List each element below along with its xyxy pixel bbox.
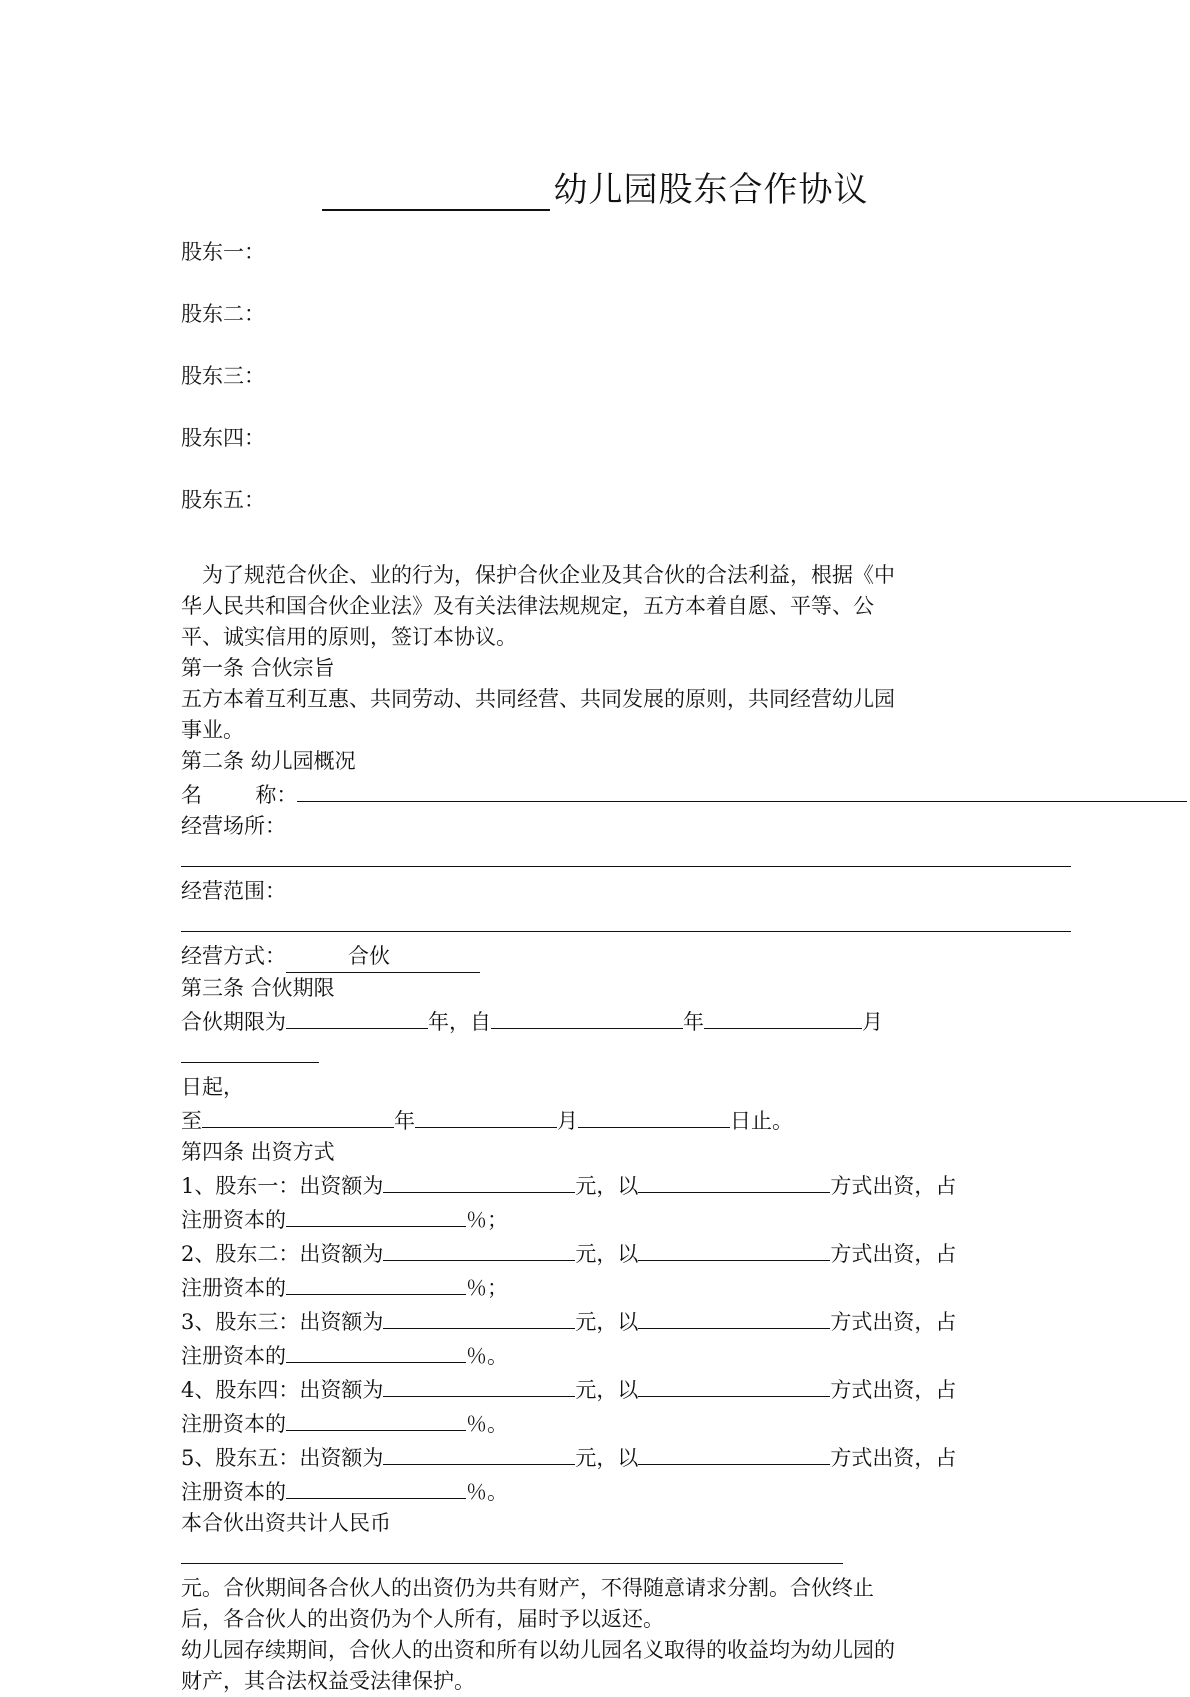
shareholder-4-label: 股东四：: [181, 426, 265, 450]
business-place-row: 经营场所：: [181, 811, 1011, 876]
business-scope-blank[interactable]: [181, 907, 1071, 932]
intro-line-2: 华人民共和国合伙企业法》及有关法律法规规定，五方本着自愿、平等、公: [181, 594, 874, 618]
end-month-blank[interactable]: [415, 1103, 557, 1128]
start-month-blank[interactable]: [704, 1004, 862, 1029]
term-start-suffix: 日起，: [181, 1075, 244, 1099]
article2-heading: 第二条 幼儿园概况: [181, 749, 356, 773]
start-day-blank[interactable]: [181, 1038, 319, 1063]
business-mode-row: 经营方式： 合伙: [181, 941, 1011, 973]
total-contribution-row: 本合伙出资共计人民币: [181, 1508, 1011, 1573]
title-text: 幼儿园股东合作协议: [553, 170, 869, 210]
method-blank-5[interactable]: [638, 1440, 830, 1465]
title-blank[interactable]: [322, 173, 550, 211]
kindergarten-name-row: 名 称：: [181, 777, 1011, 811]
share-row-5: 注册资本的 ％。: [181, 1474, 1011, 1508]
article1-line2: 事业。: [181, 718, 244, 742]
document-body: [181, 560, 1011, 1697]
term-years-blank[interactable]: [286, 1004, 428, 1029]
total-line-2: 元。合伙期间各合伙人的出资仍为共有财产，不得随意请求分割。合伙终止: [181, 1576, 874, 1600]
business-mode-value: 合伙: [286, 941, 480, 973]
intro-paragraph: 为了规范合伙企、业的行为，保护合伙企业及其合伙的合法利益，根据《中: [202, 563, 895, 587]
method-blank-1[interactable]: [638, 1168, 830, 1193]
start-year-blank[interactable]: [491, 1004, 683, 1029]
article1-line1: 五方本着互利互惠、共同劳动、共同经营、共同发展的原则，共同经营幼儿园: [181, 687, 895, 711]
method-blank-3[interactable]: [638, 1304, 830, 1329]
amount-blank-1[interactable]: [383, 1168, 575, 1193]
amount-blank-4[interactable]: [383, 1372, 575, 1397]
amount-blank-5[interactable]: [383, 1440, 575, 1465]
end-day-blank[interactable]: [578, 1103, 730, 1128]
share-blank-2[interactable]: [286, 1270, 466, 1295]
document-title: [0, 162, 1190, 211]
share-row-3: 注册资本的 ％。: [181, 1338, 1011, 1372]
term-end-row: 至 年 月 日止。: [181, 1103, 1011, 1137]
term-row: 合伙期限为 年，自 年 月: [181, 1004, 1011, 1072]
shareholder-3-label: 股东三：: [181, 364, 265, 388]
share-row-2: 注册资本的 ％；: [181, 1270, 1011, 1304]
total-line-3: 后，各合伙人的出资仍为个人所有，届时予以返还。: [181, 1607, 664, 1631]
article3-heading: 第三条 合伙期限: [181, 976, 335, 1000]
share-blank-3[interactable]: [286, 1338, 466, 1363]
contribution-row-4: 4、股东四：出资额为 元，以 方式出资，占: [181, 1372, 1011, 1406]
asset-line-1: 幼儿园存续期间，合伙人的出资和所有以幼儿园名义取得的收益均为幼儿园的: [181, 1638, 895, 1662]
contribution-row-5: 5、股东五：出资额为 元，以 方式出资，占: [181, 1440, 1011, 1474]
share-row-4: 注册资本的 ％。: [181, 1406, 1011, 1440]
contribution-row-2: 2、股东二：出资额为 元，以 方式出资，占: [181, 1236, 1011, 1270]
contribution-row-3: 3、股东三：出资额为 元，以 方式出资，占: [181, 1304, 1011, 1338]
end-year-blank[interactable]: [202, 1103, 394, 1128]
total-amount-blank[interactable]: [181, 1539, 843, 1564]
share-blank-4[interactable]: [286, 1406, 466, 1431]
share-blank-1[interactable]: [286, 1202, 466, 1227]
shareholder-2-label: 股东二：: [181, 302, 265, 326]
article1-heading: 第一条 合伙宗旨: [181, 656, 335, 680]
amount-blank-2[interactable]: [383, 1236, 575, 1261]
method-blank-4[interactable]: [638, 1372, 830, 1397]
amount-blank-3[interactable]: [383, 1304, 575, 1329]
intro-line-3: 平、诚实信用的原则，签订本协议。: [181, 625, 517, 649]
share-row-1: 注册资本的 ％；: [181, 1202, 1011, 1236]
shareholder-5-label: 股东五：: [181, 488, 265, 512]
method-blank-2[interactable]: [638, 1236, 830, 1261]
asset-line-2: 财产，其合法权益受法律保护。: [181, 1669, 475, 1693]
share-blank-5[interactable]: [286, 1474, 466, 1499]
kindergarten-name-blank[interactable]: [297, 777, 1187, 802]
article4-heading: 第四条 出资方式: [181, 1140, 335, 1164]
contribution-row-1: 1、股东一：出资额为 元，以 方式出资，占: [181, 1168, 1011, 1202]
shareholder-1-label: 股东一：: [181, 240, 265, 264]
business-place-blank[interactable]: [181, 842, 1071, 867]
business-scope-row: 经营范围：: [181, 876, 1011, 941]
